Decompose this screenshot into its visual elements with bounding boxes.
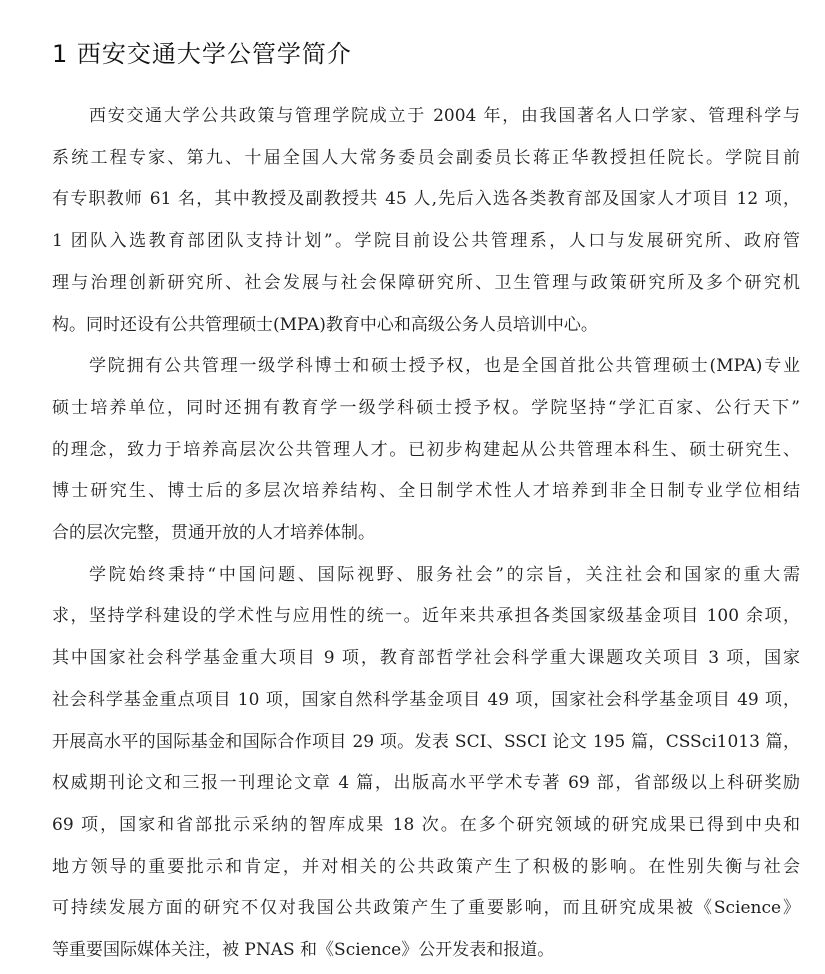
text-line: 权威期刊论文和三报一刊理论文章 4 篇，出版高水平学术专著 69 部，省部级以上科研奖励: [52, 773, 800, 794]
text-line: 理与治理创新研究所、社会发展与社会保障研究所、卫生管理与政策研究所及多个研究机: [52, 272, 800, 293]
document-body: [52, 96, 800, 972]
text-line: 硕士培养单位，同时还拥有教育学一级学科硕士授予权。学院坚持“学汇百家、公行天下”: [52, 397, 800, 418]
text-line: 西安交通大学公共政策与管理学院成立于 2004 年，由我国著名人口学家、管理科学与: [89, 106, 800, 126]
text-line: 开展高水平的国际基金和国际合作项目 29 项。发表 SCI、SSCI 论文 195 篇，CSSci1013 篇，: [52, 731, 800, 752]
paragraph: [52, 346, 800, 555]
text-line: 地方领导的重要批示和肯定，并对相关的公共政策产生了积极的影响。在性别失衡与社会: [52, 856, 800, 877]
paragraph: [52, 555, 800, 972]
text-line: 69 项，国家和省部批示采纳的智库成果 18 次。在多个研究领域的研究成果已得到中央和: [52, 814, 800, 835]
text-line: 学院拥有公共管理一级学科博士和硕士授予权，也是全国首批公共管理硕士(MPA)专业: [89, 356, 800, 377]
text-line: 构。同时还设有公共管理硕士(MPA)教育中心和高级公务人员培训中心。: [52, 314, 598, 335]
text-line: 其中国家社会科学基金重大项目 9 项，教育部哲学社会科学重大课题攻关项目 3 项，国家: [52, 648, 800, 669]
text-line: 求，坚持学科建设的学术性与应用性的统一。近年来共承担各类国家级基金项目 100 余项，: [52, 606, 800, 627]
text-line: 1 团队入选教育部团队支持计划”。学院目前设公共管理系，人口与发展研究所、政府管: [52, 231, 800, 252]
text-line: 等重要国际媒体关注，被 PNAS 和《Science》公开发表和报道。: [52, 940, 555, 961]
text-line: 可持续发展方面的研究不仅对我国公共政策产生了重要影响，而且研究成果被《Science》: [52, 898, 800, 919]
text-line: 博士研究生、博士后的多层次培养结构、全日制学术性人才培养到非全日制专业学位相结: [52, 481, 800, 502]
text-line: 学院始终秉持“中国问题、国际视野、服务社会”的宗旨，关注社会和国家的重大需: [89, 564, 800, 585]
section-title: 1 西安交通大学公管学简介: [52, 40, 352, 68]
text-line: 有专职教师 61 名，其中教授及副教授共 45 人,先后入选各类教育部及国家人才项目 12 项，: [52, 189, 800, 210]
text-line: 的理念，致力于培养高层次公共管理人才。已初步构建起从公共管理本科生、硕士研究生、: [52, 439, 800, 460]
text-line: 合的层次完整，贯通开放的人才培养体制。: [52, 523, 375, 544]
text-line: 系统工程专家、第九、十届全国人大常务委员会副委员长蒋正华教授担任院长。学院目前: [52, 147, 800, 168]
text-line: 社会科学基金重点项目 10 项，国家自然科学基金项目 49 项，国家社会科学基金项目 49 项，: [52, 689, 800, 710]
paragraph: [52, 96, 800, 346]
